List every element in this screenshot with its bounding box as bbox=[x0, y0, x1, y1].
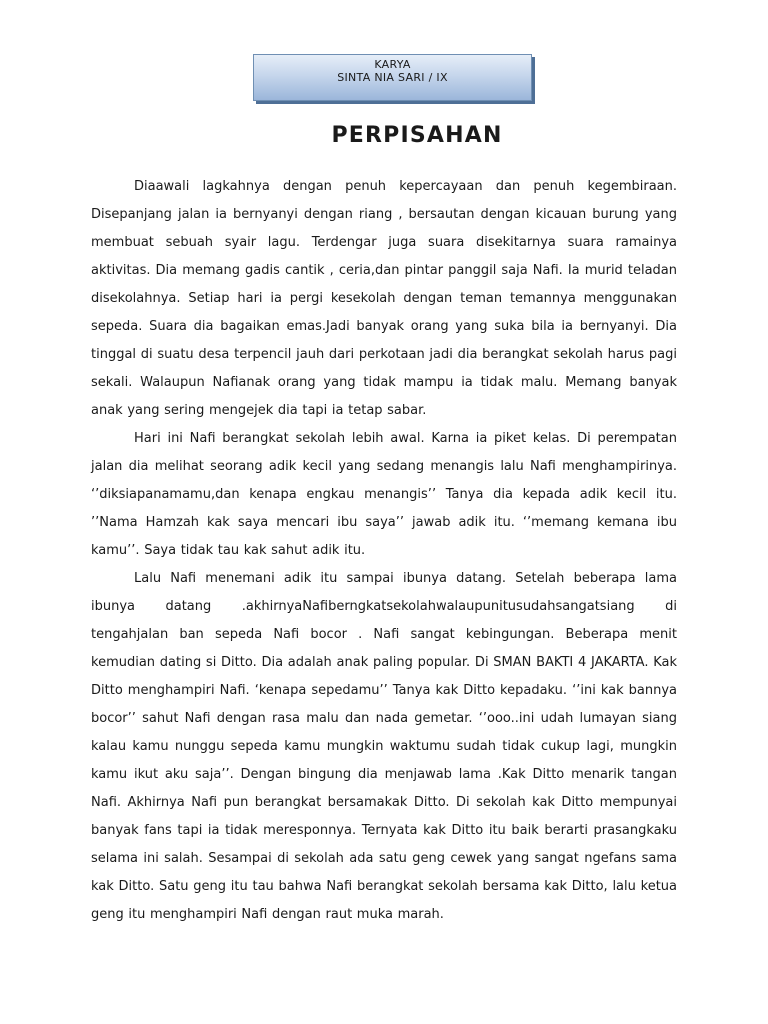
author-name: SINTA NIA SARI / IX bbox=[337, 71, 448, 84]
story-paragraph-3: Lalu Nafi menemani adik itu sampai ibunya datang. Setelah beberapa lama ibunya datang .akhirnyaNafiberngkatsekolahwalaupunitusudahsangatsiang di tengahjalan ban sepeda Nafi bocor . Nafi sangat kebingungan. Beberapa menit kemudian dating si Ditto. Dia adalah anak paling popular. Di SMAN BAKTI 4 JAKARTA. Kak Ditto menghampiri Nafi. ‘kenapa sepedamu’’ Tanya kak Ditto kepadaku. ‘’ini kak bannya bocor’’ sahut Nafi dengan rasa malu dan nada gemetar. ‘’ooo..ini udah lumayan siang kalau kamu nunggu sepeda kamu mungkin waktumu sudah tidak cukup lagi, mungkin kamu ikut aku saja’’. Dengan bingung dia menjawab lama .Kak Ditto menarik tangan Nafi. Akhirnya Nafi pun berangkat bersamakak Ditto. Di sekolah kak Ditto mempunyai banyak fans tapi ia tidak meresponnya. Ternyata kak Ditto itu baik berarti prasangkaku selama ini salah. Sesampai di sekolah ada satu geng cewek yang sangat ngefans sama kak Ditto. Satu geng itu tau bahwa Nafi berangkat sekolah bersama kak Ditto, lalu ketua geng itu menghampiri Nafi dengan raut muka marah. bbox=[91, 571, 677, 922]
story-paragraph-1: Diaawali lagkahnya dengan penuh kepercayaan dan penuh kegembiraan. Disepanjang jalan ia bernyanyi dengan riang , bersautan dengan kicauan burung yang membuat sebuah syair lagu. Terdengar juga suara disekitarnya suara ramainya aktivitas. Dia memang gadis cantik , ceria,dan pintar panggil saja Nafi. Ia murid teladan disekolahnya. Setiap hari ia pergi kesekolah dengan teman temannya menggunakan sepeda. Suara dia bagaikan emas.Jadi banyak orang yang suka bila ia bernyanyi. Dia tinggal di suatu desa terpencil jauh dari perkotaan jadi dia berangkat sekolah harus pagi sekali. Walaupun Nafianak orang yang tidak mampu ia tidak malu. Memang banyak anak yang sering mengejek dia tapi ia tetap sabar. bbox=[91, 179, 677, 418]
story-body bbox=[91, 173, 677, 929]
story-title: PERPISAHAN bbox=[331, 123, 503, 148]
author-label: KARYA bbox=[374, 58, 411, 71]
author-header-box bbox=[253, 54, 532, 101]
story-paragraph-2: Hari ini Nafi berangkat sekolah lebih awal. Karna ia piket kelas. Di perempatan jalan dia melihat seorang adik kecil yang sedang menangis lalu Nafi menghampirinya. ‘’diksiapanamamu,dan kenapa engkau menangis’’ Tanya dia kepada adik kecil itu. ’’Nama Hamzah kak saya mencari ibu saya’’ jawab adik itu. ‘’memang kemana ibu kamu’’. Saya tidak tau kak sahut adik itu. bbox=[91, 431, 677, 558]
